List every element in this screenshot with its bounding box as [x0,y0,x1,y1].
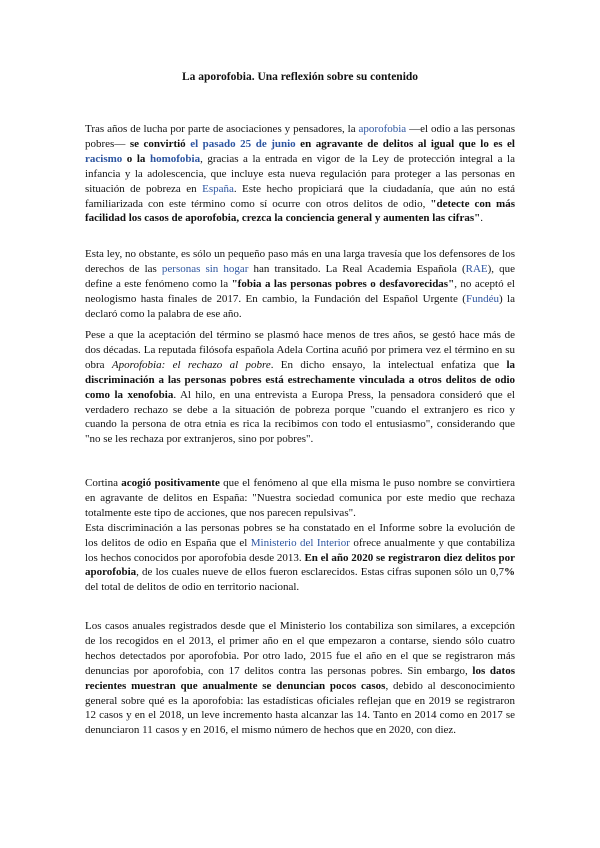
bold-text: acogió positivamente [121,477,220,489]
link-rae[interactable]: RAE [465,262,488,275]
link-fundeu[interactable]: Fundéu [465,292,499,305]
text: Los casos anuales registrados desde que el Ministerio los contabiliza son similares, a excepción de los recogidos en el 2013, el primer año en el que empezaron a contarse, siendo sólo cuatro hechos detectados por aporofobia. Por otro lado, 2015 fue el año en el que se registraron más denuncias por aporofobia, con 17 delitos contra las personas pobres. Sin embargo, [85,620,515,677]
bold-text: En el año 2020 se registraron diez delitos por aporofobia [85,551,515,579]
text: —el odio a las personas pobres— [85,123,515,150]
paragraph-5 [85,619,515,738]
bold-text: % [504,566,515,579]
text: . [480,212,483,225]
link-espana[interactable]: España [202,182,234,195]
text: ofrece anualmente y que contabiliza los hechos conocidos por aporofobia desde 2013. [85,536,515,564]
text: , gracias a la entrada en vigor de la Ley de protección integral a la infancia y la adolescencia, que incluye esta nueva regulación para proteger a las personas en situación de pobreza en [85,152,515,195]
link-25-junio[interactable]: el pasado 25 de junio [190,137,296,150]
bold-text: "detecte con más facilidad los casos de aporofobia, crezca la conciencia general y aumenten las cifras" [85,197,515,225]
paragraph-1 [85,122,515,226]
text: ) la declaró como la palabra de ese año. [85,292,515,320]
paragraph-3 [85,328,515,447]
text: , debido al desconocimiento general sobre qué es la aporofobia: las estadísticas oficiales reflejan que en 2019 se registraron 12 casos y en el 2018, un leve incremento hasta alcanzar las 14. Tanto en 2014 como en 2017 se denunciaron 11 casos y en 2016, el mismo número de hechos que en 2020, con diez. [85,679,515,737]
link-personas-sin-hogar[interactable]: personas sin hogar [161,262,249,275]
bold-text: o la [122,152,150,165]
link-aporofobia[interactable]: aporofobia [358,123,407,135]
link-racismo[interactable]: racismo [85,152,123,165]
text: Esta ley, no obstante, es sólo un pequeño paso más en una larga travesía que los defensores de los derechos de las [85,248,515,275]
link-homofobia[interactable]: homofobia [149,152,201,165]
text: , no aceptó el neologismo hasta finales de 2017. En cambio, la Fundación del Español Urgente ( [85,277,515,305]
text: . Al hilo, en una entrevista a Europa Press, la pensadora consideró que el verdadero rechazo se debe a la situación de pobreza porque "cuando el extranjero es rico y cuando la persona de otra etnia es rica la recibimos con todo el entusiasmo", considerando que "no se les rechaza por extranjeros, sino por pobres". [85,388,515,446]
link-ministerio-interior[interactable]: Ministerio del Interior [250,536,350,549]
text: que el fenómeno al que ella misma le puso nombre se convirtiera en agravante de delitos en España: "Nuestra sociedad comunica por este medio que rechaza totalmente este tipo de acciones, que nos parecen repulsivas". [85,477,515,519]
text: Cortina [85,477,122,489]
text: Pese a que la aceptación del término se plasmó hace menos de tres años, se gestó hace más de dos décadas. La reputada filósofa española Adela Cortina acuñó por primera vez el término en su obra [85,329,515,371]
text: ), que define a este fenómeno como la [85,262,516,290]
bold-text: los datos recientes muestran que anualmente se denuncian pocos casos [85,664,515,692]
text: . Este hecho propiciará que la ciudadanía, que aún no está familiarizada con este término como sí ocurre con otros delitos de odio, [85,182,515,210]
book-title: Aporofobia: el rechazo al pobre [111,358,271,371]
bold-text: se convirtió [129,137,191,150]
bold-text: "fobia a las personas pobres o desfavorecidas" [231,277,455,290]
text: . En dicho ensayo, la intelectual enfatiza que [270,358,507,371]
text: Tras años de lucha por parte de asociaciones y pensadores, la [85,123,359,135]
text: Esta discriminación a las personas pobres se ha constatado en el Informe sobre la evolución de los delitos de odio en España que el [85,521,515,549]
text: del total de delitos de odio en territorio nacional. [85,581,300,594]
document-title: La aporofobia. Una reflexión sobre su contenido [181,71,419,83]
text: han transitado. La Real Academia Española ( [248,262,466,275]
bold-text: la discriminación a las personas pobres está estrechamente vinculada a otros delitos de odio como la xenofobia [85,358,515,401]
text: , de los cuales nueve de ellos fueron esclarecidos. Estas cifras suponen sólo un 0,7 [136,566,504,579]
paragraph-2 [85,247,515,322]
paragraph-4 [85,476,515,595]
bold-text: en agravante de delitos al igual que lo es el [295,137,515,150]
